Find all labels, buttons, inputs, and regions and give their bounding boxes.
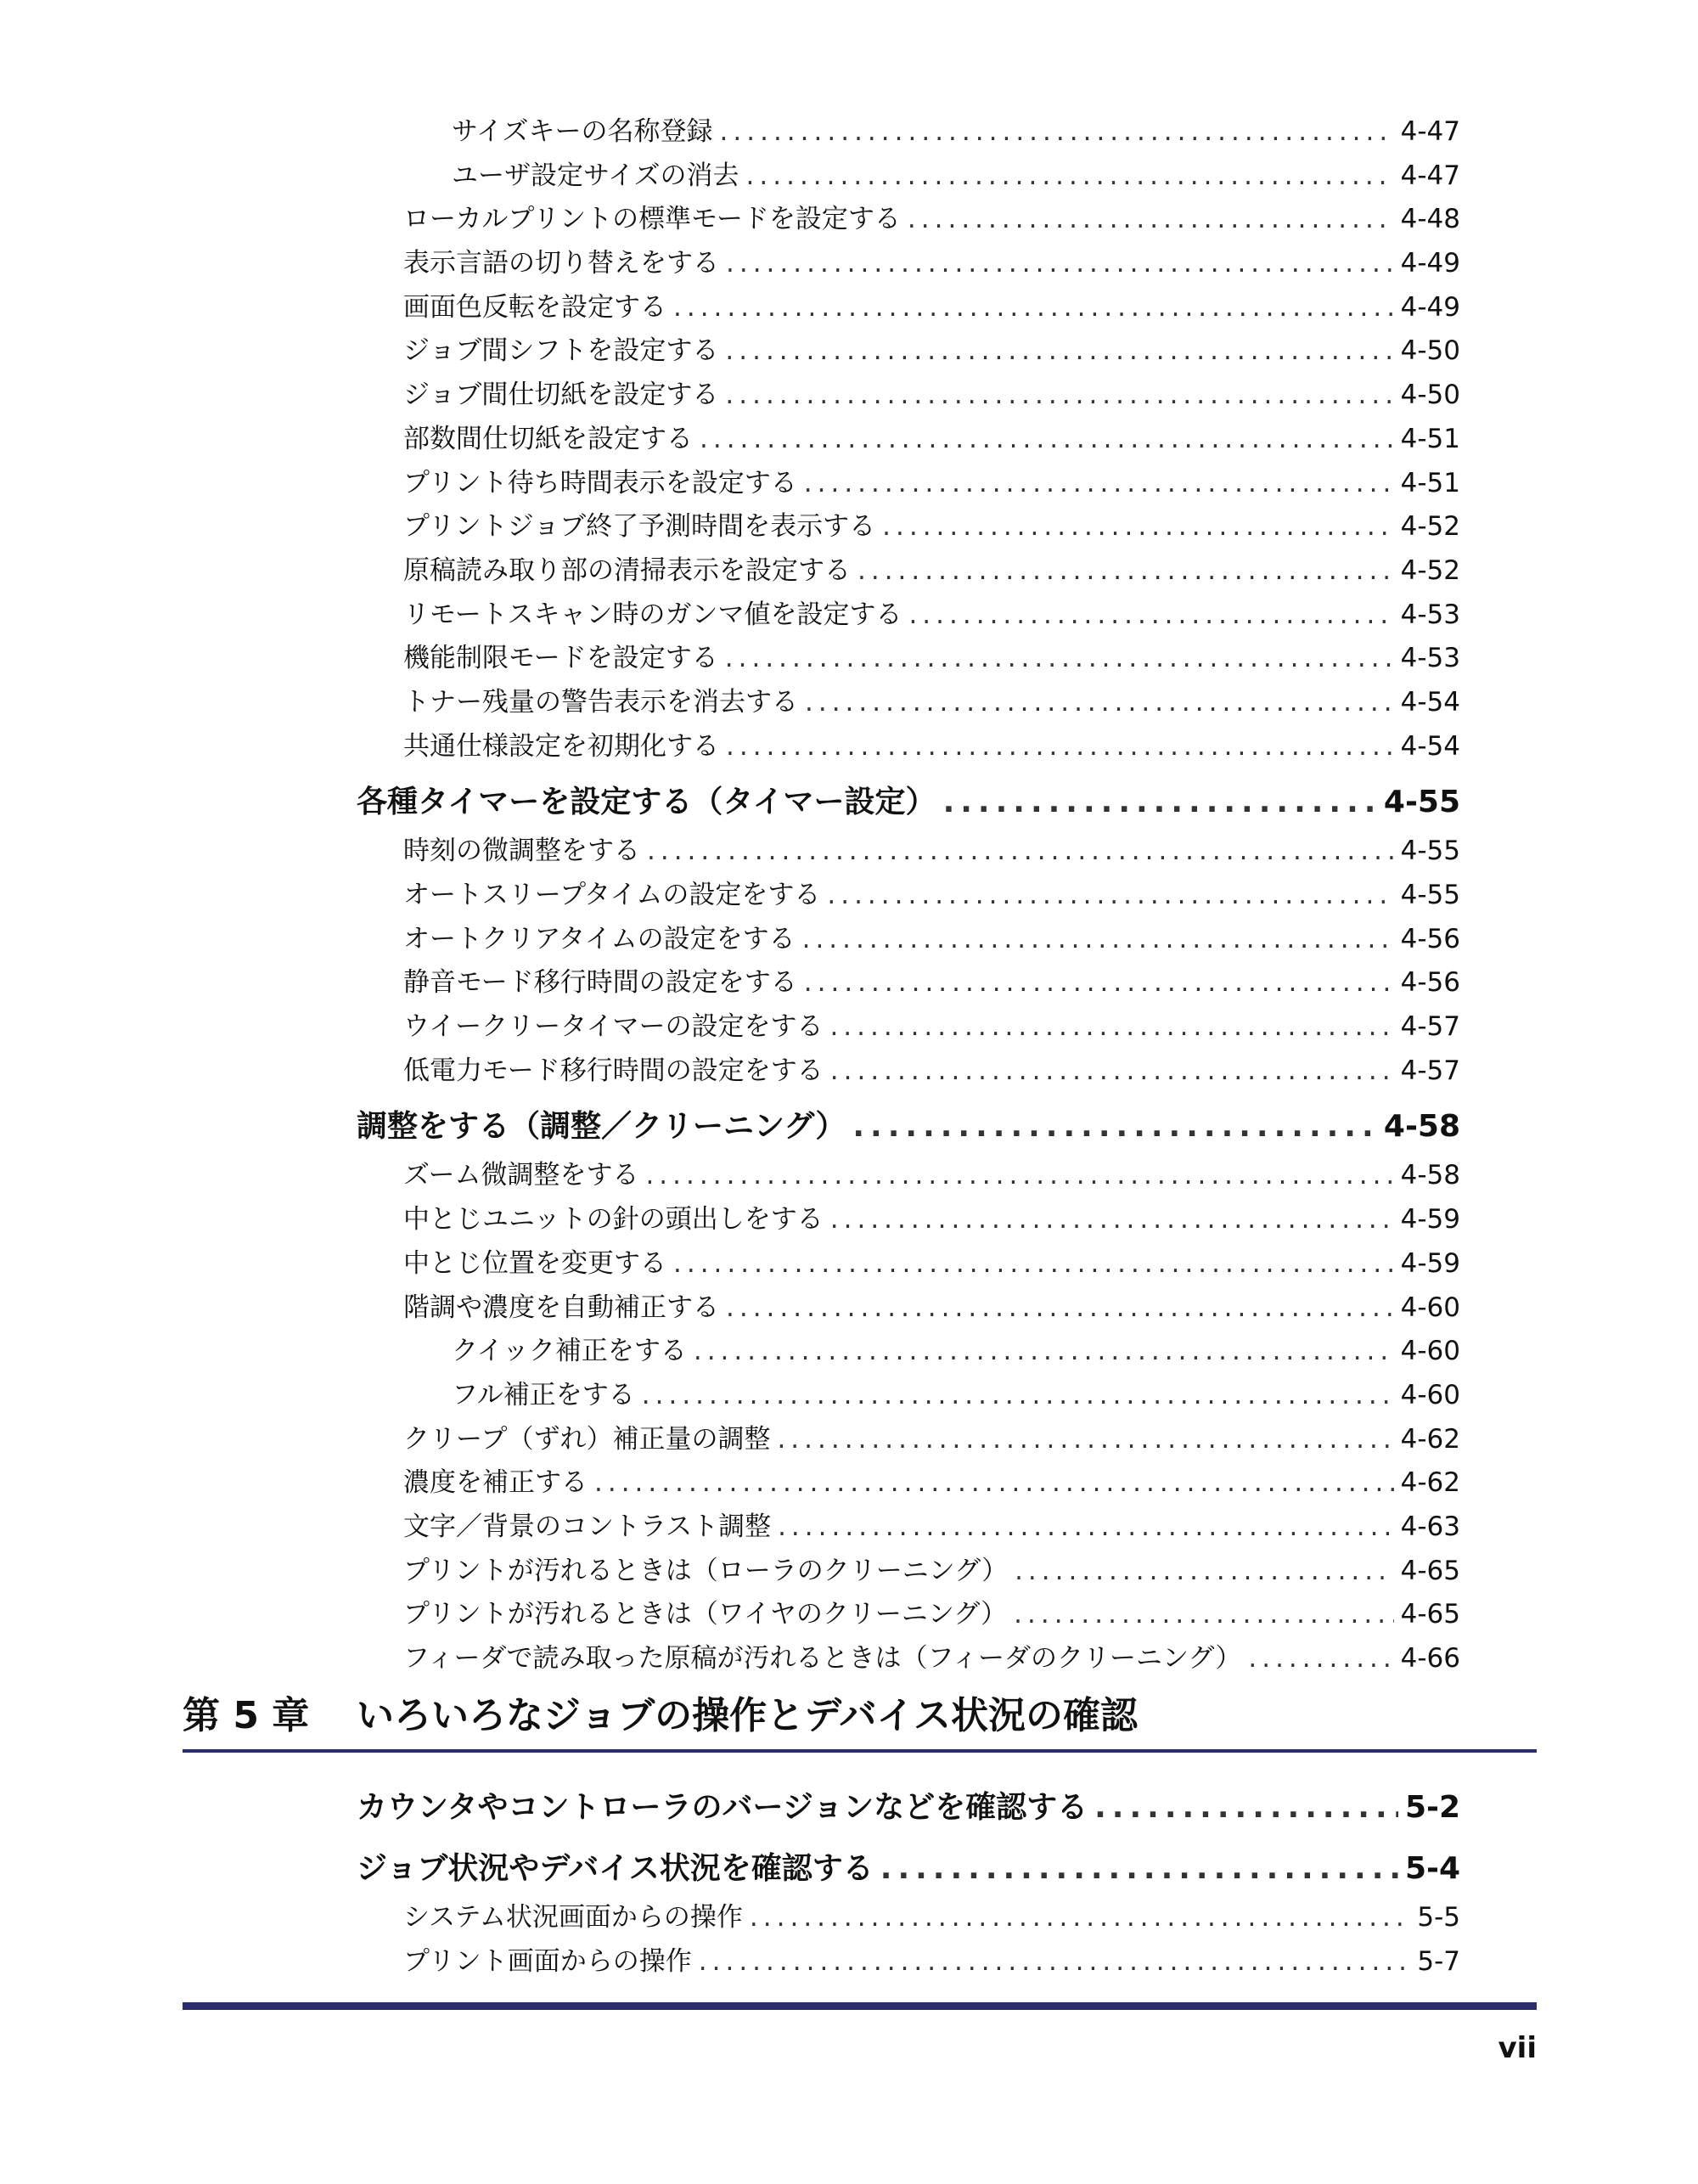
toc-entry-title: プリント画面からの操作 — [403, 1945, 692, 1977]
toc-entry-page: 4-60 — [1400, 1379, 1460, 1410]
dot-leader — [750, 1896, 1410, 1940]
dot-leader — [673, 286, 1394, 330]
dot-leader — [725, 637, 1394, 681]
toc-entry[interactable] — [357, 775, 1460, 830]
dot-leader — [726, 1286, 1394, 1331]
toc-entry-title: ジョブ状況やデバイス状況を確認する — [357, 1851, 874, 1886]
toc-entry-title: システム状況画面からの操作 — [403, 1902, 743, 1933]
toc-entry-page: 5-5 — [1417, 1902, 1460, 1933]
toc-entry-title: オートスリープタイムの設定をする — [403, 880, 821, 910]
toc-entry-title: 機能制限モードを設定する — [403, 643, 718, 674]
toc-entry-page: 4-55 — [1400, 836, 1460, 867]
toc-entry-page: 4-62 — [1400, 1467, 1460, 1499]
toc-entry-title: プリントジョブ終了予測時間を表示する — [403, 511, 876, 543]
toc-entry-page: 4-52 — [1400, 511, 1460, 543]
toc-entry-title: ユーザ設定サイズの消去 — [452, 160, 739, 191]
toc-entry[interactable] — [357, 1461, 1460, 1506]
dot-leader — [943, 775, 1377, 830]
toc-entry[interactable] — [357, 329, 1460, 374]
toc-entry-page: 4-65 — [1400, 1555, 1460, 1586]
toc-entry-page: 4-59 — [1400, 1247, 1460, 1279]
dot-leader — [777, 1418, 1393, 1462]
toc-entry-page: 4-49 — [1400, 248, 1460, 279]
dot-leader — [805, 681, 1394, 725]
toc-entry-page: 4-57 — [1400, 1055, 1460, 1086]
dot-leader — [1094, 1781, 1398, 1835]
toc-entry[interactable] — [357, 637, 1460, 681]
toc-entry-title: 中とじユニットの針の頭出しをする — [403, 1204, 824, 1236]
toc-entry[interactable] — [357, 110, 1460, 155]
toc-entry-page: 4-52 — [1400, 554, 1460, 586]
toc-entry-title: 画面色反転を設定する — [403, 291, 666, 323]
dot-leader — [645, 1154, 1393, 1198]
toc-entry[interactable] — [357, 681, 1460, 725]
toc-entry-title: フル補正をする — [452, 1379, 635, 1410]
toc-entry-title: ローカルプリントの標準モードを設定する — [403, 204, 901, 235]
dot-leader — [1014, 1593, 1394, 1637]
toc-entry-title: クイック補正をする — [452, 1336, 687, 1367]
toc-entry-page: 4-59 — [1400, 1204, 1460, 1236]
toc-entry-page: 4-53 — [1400, 599, 1460, 630]
toc-entry[interactable] — [357, 1154, 1460, 1198]
chapter-title: いろいろなジョブの操作とデバイス状況の確認 — [357, 1694, 1139, 1737]
toc-entry[interactable] — [357, 1506, 1460, 1550]
toc-entry-page: 4-56 — [1400, 923, 1460, 954]
toc-entry[interactable] — [357, 1896, 1460, 1940]
toc-entry-page: 4-57 — [1400, 1011, 1460, 1043]
dot-leader — [694, 1330, 1394, 1374]
toc-entry-page: 4-50 — [1400, 380, 1460, 411]
toc-entry-title: ズーム微調整をする — [403, 1160, 639, 1191]
dot-leader — [778, 1506, 1394, 1550]
toc-entry-title: 部数間仕切紙を設定する — [403, 423, 693, 454]
footer-rule — [183, 2002, 1537, 2010]
toc-entry[interactable] — [357, 1198, 1460, 1242]
dot-leader — [726, 725, 1394, 769]
toc-entry-title: フィーダで読み取った原稿が汚れるときは（フィーダのクリーニング） — [403, 1643, 1242, 1674]
toc-entry[interactable] — [357, 1286, 1460, 1331]
toc-entry-title: サイズキーの名称登録 — [452, 116, 713, 147]
toc-entry[interactable] — [357, 918, 1460, 962]
toc-entry[interactable] — [357, 1781, 1460, 1835]
toc-entry-page: 4-47 — [1400, 116, 1460, 147]
toc-list — [357, 110, 1460, 1681]
toc-entry-title: リモートスキャン時のガンマ値を設定する — [403, 599, 902, 630]
dot-leader — [852, 1100, 1377, 1154]
toc-entry-page: 4-55 — [1400, 880, 1460, 910]
dot-leader — [804, 961, 1394, 1005]
chapter-heading — [183, 1681, 1541, 1742]
dot-leader — [802, 918, 1394, 962]
toc-entry[interactable] — [357, 1005, 1460, 1050]
toc-entry-title: 静音モード移行時間の設定をする — [403, 967, 797, 999]
toc-entry-title: 調整をする（調整／クリーニング） — [357, 1109, 846, 1145]
toc-entry-title: プリントが汚れるときは（ローラのクリーニング） — [403, 1555, 1009, 1586]
toc-entry[interactable] — [357, 874, 1460, 918]
dot-leader — [725, 329, 1393, 374]
dot-leader — [642, 1374, 1394, 1418]
toc-entry-page: 4-48 — [1400, 204, 1460, 235]
toc-entry[interactable] — [357, 1593, 1460, 1637]
dot-leader — [804, 462, 1394, 506]
toc-entry-title: 各種タイマーを設定する（タイマー設定） — [357, 785, 936, 820]
dot-leader — [830, 1050, 1394, 1094]
dot-leader — [647, 830, 1394, 874]
toc-entry[interactable] — [357, 1050, 1460, 1094]
toc-entry-title: 階調や濃度を自動補正する — [403, 1292, 719, 1323]
toc-entry-page: 4-63 — [1400, 1511, 1460, 1542]
dot-leader — [882, 505, 1394, 549]
toc-entry-page: 4-49 — [1400, 291, 1460, 323]
toc-entry[interactable] — [357, 1100, 1460, 1154]
toc-entry[interactable] — [357, 155, 1460, 199]
dot-leader — [746, 155, 1394, 199]
toc-entry[interactable] — [357, 594, 1460, 638]
dot-leader — [720, 110, 1394, 155]
dot-leader — [829, 1005, 1393, 1050]
toc-entry[interactable] — [357, 1842, 1460, 1896]
dot-leader — [699, 1940, 1411, 1984]
toc-entry[interactable] — [357, 830, 1460, 874]
dot-leader — [830, 1198, 1394, 1242]
toc-entry-title: 低電力モード移行時間の設定をする — [403, 1055, 824, 1086]
dot-leader — [673, 1242, 1394, 1286]
toc-entry-title: 時刻の微調整をする — [403, 836, 640, 867]
toc-entry[interactable] — [357, 1550, 1460, 1594]
toc-entry[interactable] — [357, 505, 1460, 549]
toc-entry-title: 文字／背景のコントラスト調整 — [403, 1511, 772, 1542]
dot-leader — [1015, 1550, 1394, 1594]
toc-entry-page: 4-51 — [1400, 467, 1460, 498]
toc-entry-title: 濃度を補正する — [403, 1467, 588, 1499]
toc-entry-page: 4-66 — [1400, 1643, 1460, 1674]
toc-entry-page: 4-51 — [1400, 423, 1460, 454]
toc-entry[interactable] — [357, 1330, 1460, 1374]
dot-leader — [857, 549, 1394, 594]
dot-leader — [908, 594, 1393, 638]
toc-entry-title: 表示言語の切り替えをする — [403, 248, 719, 279]
toc-entry-title: ジョブ間シフトを設定する — [403, 335, 719, 367]
dot-leader — [725, 374, 1393, 418]
dot-leader — [1248, 1637, 1393, 1681]
toc-entry-page: 5-7 — [1417, 1945, 1460, 1977]
toc-entry[interactable] — [357, 1637, 1460, 1681]
toc-entry[interactable] — [357, 242, 1460, 286]
toc-entry[interactable] — [357, 725, 1460, 769]
toc-entry-title: トナー残量の警告表示を消去する — [403, 686, 798, 718]
toc-entry-title: 中とじ位置を変更する — [403, 1247, 666, 1279]
dot-leader — [726, 242, 1394, 286]
toc-entry[interactable] — [357, 549, 1460, 594]
toc-entry-title: プリントが汚れるときは（ワイヤのクリーニング） — [403, 1599, 1008, 1630]
toc-entry[interactable] — [357, 286, 1460, 330]
dot-leader — [700, 418, 1394, 462]
toc-entry-page: 5-2 — [1404, 1790, 1460, 1825]
dot-leader — [908, 198, 1394, 242]
toc-entry-page: 4-58 — [1400, 1160, 1460, 1191]
toc-entry[interactable] — [357, 418, 1460, 462]
toc-entry-page: 4-54 — [1400, 730, 1460, 762]
toc-entry[interactable] — [357, 198, 1460, 242]
toc-entry[interactable] — [357, 961, 1460, 1005]
toc-entry[interactable] — [357, 1418, 1460, 1462]
chapter-number: 第 5 章 — [183, 1694, 310, 1737]
page-number: vii — [1498, 2031, 1537, 2065]
toc-entry-page: 4-60 — [1400, 1292, 1460, 1323]
toc-entry[interactable] — [357, 1242, 1460, 1286]
dot-leader — [880, 1842, 1398, 1896]
toc-entry-page: 4-50 — [1400, 335, 1460, 367]
toc-entry-page: 4-65 — [1400, 1599, 1460, 1630]
toc-entry-page: 4-62 — [1400, 1423, 1460, 1455]
toc-entry-page: 4-56 — [1400, 967, 1460, 999]
dot-leader — [827, 874, 1393, 918]
toc-entry-title: 共通仕様設定を初期化する — [403, 730, 719, 762]
toc-entry-page: 4-54 — [1400, 686, 1460, 718]
toc-entry-page: 4-58 — [1383, 1109, 1460, 1145]
toc-entry-title: クリープ（ずれ）補正量の調整 — [403, 1423, 771, 1455]
chapter-rule — [183, 1749, 1537, 1753]
toc-entry[interactable] — [357, 1940, 1460, 1984]
toc-entry[interactable] — [357, 1374, 1460, 1418]
toc-entry-page: 5-4 — [1404, 1851, 1460, 1886]
toc-entry[interactable] — [357, 462, 1460, 506]
dot-leader — [594, 1461, 1394, 1506]
toc-entry-page: 4-55 — [1383, 785, 1460, 820]
toc-entry-title: オートクリアタイムの設定をする — [403, 923, 796, 954]
toc-entry-page: 4-60 — [1400, 1336, 1460, 1367]
toc-entry-page: 4-53 — [1400, 643, 1460, 674]
toc-entry-title: ジョブ間仕切紙を設定する — [403, 380, 719, 411]
toc-entry-title: プリント待ち時間表示を設定する — [403, 467, 797, 498]
toc-entry-title: 原稿読み取り部の清掃表示を設定する — [403, 554, 851, 586]
toc-entry-title: ウイークリータイマーの設定をする — [403, 1011, 824, 1043]
toc-entry[interactable] — [357, 374, 1460, 418]
toc-entry-title: カウンタやコントローラのバージョンなどを確認する — [357, 1790, 1088, 1825]
toc-entry-page: 4-47 — [1400, 160, 1460, 191]
chapter-toc-list — [357, 1781, 1460, 1984]
